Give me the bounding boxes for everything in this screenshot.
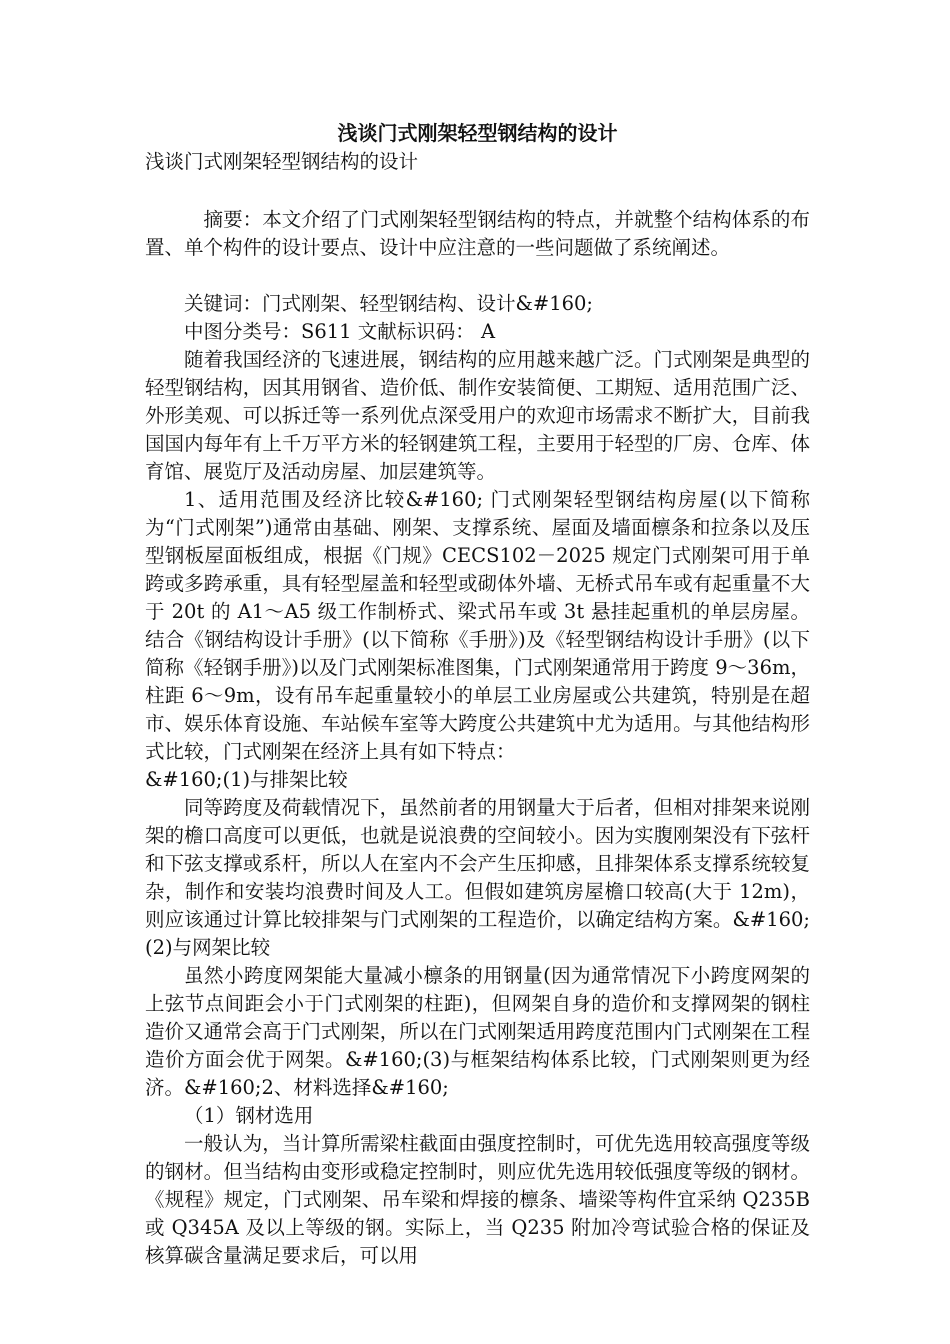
body-paragraph: 一般认为，当计算所需梁柱截面由强度控制时，可优先选用较高强度等级的钢材。但当结构由变形或稳定控制时，则应优先选用较低强度等级的钢材。《规程》规定，门式刚架、吊车梁和焊接的檩条、墙梁等构件宜采纳 Q235B 或 Q345A 及以上等级的钢。实际上，当 Q235 附加冷弯试验合格的保证及核算碳含量满足要求后，可以用 — [145, 1132, 810, 1267]
body-paragraph: 虽然小跨度网架能大量减小檩条的用钢量(因为通常情况下小跨度网架的上弦节点间距会小于门式刚架的柱距)，但网架自身的造价和支撑网架的钢柱造价又通常会高于门式刚架，所以在门式刚架适用跨度范围内门式刚架在工程造价方面会优于网架。&#160;(3)与框架结构体系比较，门式刚架则更为经济。&#160;2、材料选择&#160; — [145, 964, 810, 1099]
body-paragraph: 1、适用范围及经济比较&#160; 门式刚架轻型钢结构房屋(以下简称为“门式刚架”)通常由基础、刚架、支撑系统、屋面及墙面檩条和拉条以及压型钢板屋面板组成，根据《门规》CECS102－2025 规定门式刚架可用于单跨或多跨承重，具有轻型屋盖和轻型或砌体外墙、无桥式吊车或有起重量不大于 20t 的 A1～A5 级工作制桥式、梁式吊车或 3t 悬挂起重机的单层房屋。结合《钢结构设计手册》(以下简称《手册》)及《轻型钢结构设计手册》(以下简称《轻钢手册》)以及门式刚架标准图集，门式刚架通常用于跨度 9～36m，柱距 6～9m，设有吊车起重量较小的单层工业房屋或公共建筑，特别是在超市、娱乐体育设施、车站候车室等大跨度公共建筑中尤为适用。与其他结构形式比较，门式刚架在经济上具有如下特点： — [145, 488, 810, 763]
section-heading: （1）钢材选用 — [184, 1104, 314, 1127]
document-title: 浅谈门式刚架轻型钢结构的设计 — [337, 121, 618, 145]
abstract-paragraph: 摘要：本文介绍了门式刚架轻型钢结构的特点，并就整个结构体系的布置、单个构件的设计要点、设计中应注意的一些问题做了系统阐述。 — [145, 208, 810, 259]
section-heading: &#160;(1)与排架比较 — [145, 768, 348, 791]
body-paragraph: 同等跨度及荷载情况下，虽然前者的用钢量大于后者，但相对排架来说刚架的檐口高度可以更低，也就是说浪费的空间较小。因为实腹刚架没有下弦杆和下弦支撑或系杆，所以人在室内不会产生压抑感，且排架体系支撑系统较复杂，制作和安装均浪费时间及人工。但假如建筑房屋檐口较高(大于 12m)，则应该通过计算比较排架与门式刚架的工程造价，以确定结构方案。&#160;(2)与网架比较 — [145, 796, 810, 959]
keywords-line: 关键词：门式刚架、轻型钢结构、设计&#160; — [184, 292, 593, 315]
document-page — [145, 118, 810, 1270]
classification-line: 中图分类号：S611 文献标识码： A — [184, 320, 496, 343]
document-subtitle: 浅谈门式刚架轻型钢结构的设计 — [145, 150, 419, 173]
spacer — [145, 262, 810, 290]
body-paragraph: 随着我国经济的飞速进展，钢结构的应用越来越广泛。门式刚架是典型的轻型钢结构，因其用钢省、造价低、制作安装简便、工期短、适用范围广泛、外形美观、可以拆迁等一系列优点深受用户的欢迎市场需求不断扩大，目前我国国内每年有上千万平方米的轻钢建筑工程，主要用于轻型的厂房、仓库、体育馆、展览厅及活动房屋、加层建筑等。 — [145, 348, 810, 483]
